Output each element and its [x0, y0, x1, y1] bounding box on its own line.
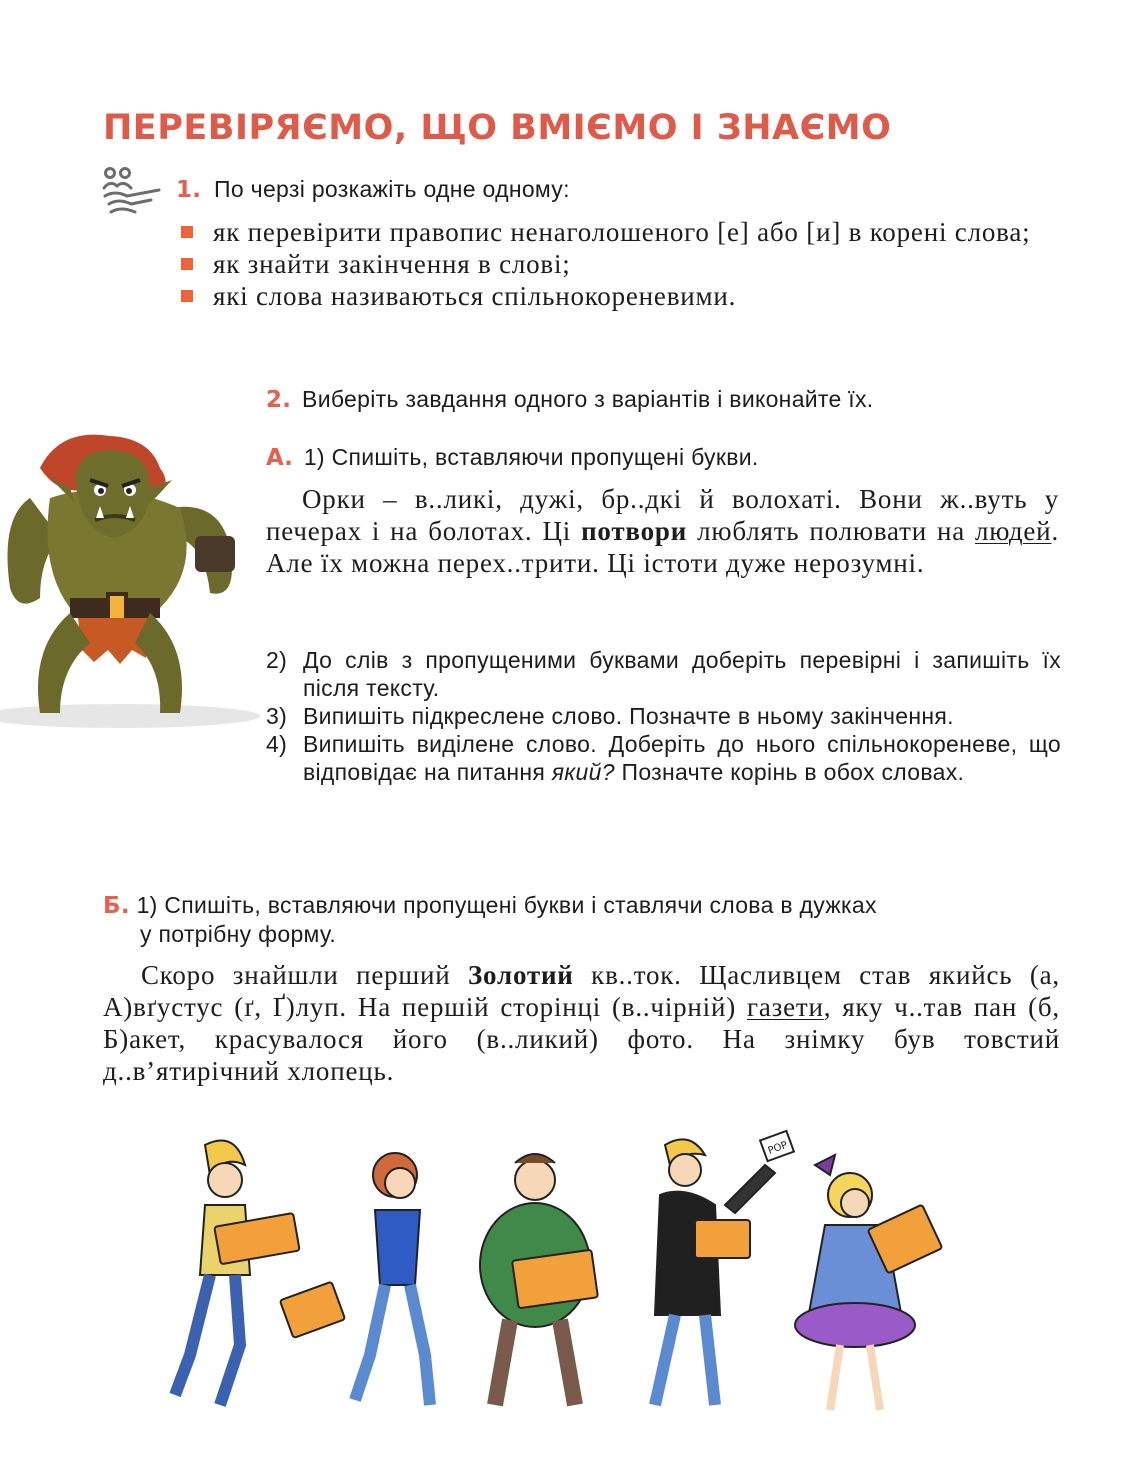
underlined-word: людей	[974, 516, 1052, 546]
step-item: 4) Випишіть виділене слово. Доберіть до нього спільнокореневе, що відповідає на питання який? Позначте корінь в обох словах.	[266, 731, 1061, 785]
bullet-icon	[181, 226, 193, 238]
task-2	[266, 386, 873, 413]
page-title: ПЕРЕВІРЯЄМО, ЩО ВМІЄМО І ЗНАЄМО	[103, 108, 892, 148]
variant-a-letter: А.	[266, 445, 294, 471]
underlined-word: газети	[746, 992, 824, 1022]
bullet-item: як знайти закінчення в слові;	[181, 248, 1061, 280]
task-1-text: По черзі розкажіть одне одному:	[214, 176, 570, 202]
variant-b-step-1: Б. 1) Спишіть, вставляючи пропущені букви і ставлячи слова в дужках у потрібну форму.	[103, 892, 877, 947]
child-figure	[175, 1141, 300, 1406]
step-item: 3) Випишіть підкреслене слово. Позначте в ньому закінчення.	[266, 703, 954, 729]
variant-a-steps	[266, 646, 1061, 786]
step-item: 2) До слів з пропущеними буквами доберіть перевірні і запишіть їх після тексту.	[266, 647, 1061, 701]
children-with-golden-tickets-illustration	[115, 1125, 965, 1425]
variant-b-letter: Б.	[103, 893, 130, 919]
pop-sign-text: POP	[766, 1139, 790, 1157]
task-2-text: Виберіть завдання одного з варіантів і виконайте їх.	[302, 386, 874, 412]
bullet-icon	[181, 258, 193, 270]
task-2-number: 2.	[266, 387, 292, 413]
bullet-item: які слова називаються спільнокореневими.	[181, 280, 1061, 312]
child-figure	[280, 1153, 430, 1405]
variant-a-step-1: А. 1) Спишіть, вставляючи пропущені букви.	[266, 444, 759, 471]
pair-work-icon	[101, 166, 165, 218]
task-1-bullet-list	[181, 216, 1061, 312]
bold-word: Золотий	[468, 960, 574, 990]
variant-b-story: Скоро знайшли перший Золотий кв..ток. Щасливцем став якийсь (а, А)вґустус (ґ, Ґ)луп. На першій сторінці (в..чірній) газети, яку ч..тав пан (б, Б)акет, красувалося його (в..ликий) фото. На знімку був товстий д..в’ятирічний хлопець.	[103, 960, 1060, 1086]
bold-word: потвори	[581, 516, 688, 546]
task-1-number: 1.	[176, 177, 202, 203]
child-figure	[795, 1155, 942, 1410]
variant-a-story: Орки – в..ликі, дужі, бр..дкі й волохаті. Вони ж..вуть у печерах і на болотах. Ці потвори люблять полювати на людей. Але їх можна перех..трити. Ці істоти дуже нерозумні.	[266, 484, 1059, 578]
child-figure	[480, 1154, 598, 1405]
orc-illustration	[0, 428, 262, 728]
task-1	[176, 176, 570, 203]
child-figure	[655, 1131, 794, 1405]
bullet-icon	[181, 290, 193, 302]
bullet-item: як перевірити правопис ненаголошеного [е] або [и] в корені слова;	[181, 216, 1061, 248]
